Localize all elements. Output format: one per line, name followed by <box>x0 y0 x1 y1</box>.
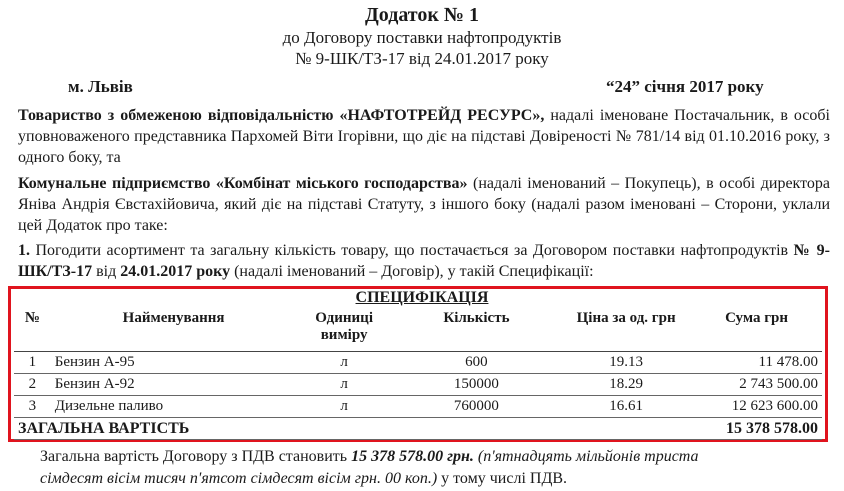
row-unit: л <box>296 374 391 396</box>
total-value: 15 378 578.00 <box>691 418 822 440</box>
header-sum: Сума грн <box>691 309 822 352</box>
footer-text: Загальна вартість Договору з ПДВ становить <box>40 448 352 465</box>
total-paragraph-line1 <box>40 446 830 468</box>
header-name: Найменування <box>51 309 297 352</box>
footer-amount: 15 378 578.00 грн. <box>351 448 474 465</box>
header-unit: Одиниці виміру <box>296 309 391 352</box>
clause-text: (надалі іменований – Договір), у такій Специфікації: <box>230 263 594 280</box>
clause-contract-number: № 9-ШК/ТЗ-17 <box>18 242 831 280</box>
clause-contract-date: 24.01.2017 року <box>120 263 231 280</box>
total-row <box>14 418 822 440</box>
table-row <box>14 396 822 418</box>
spec-table <box>14 309 822 440</box>
row-num: 1 <box>14 352 51 374</box>
clause-number: 1. <box>18 242 30 259</box>
row-num: 3 <box>14 396 51 418</box>
row-qty: 760000 <box>392 396 561 418</box>
clause-text: від <box>92 263 121 280</box>
row-name: Бензин А-95 <box>51 352 297 374</box>
table-row <box>14 374 822 396</box>
footer-text: у тому числі ПДВ. <box>437 470 568 487</box>
row-qty: 600 <box>392 352 561 374</box>
spec-title: СПЕЦИФІКАЦІЯ <box>355 289 489 306</box>
row-name: Бензин А-92 <box>51 374 297 396</box>
row-price: 18.29 <box>561 374 691 396</box>
buyer-name: Комунальне підприємство «Комбінат міського господарства» <box>18 175 468 192</box>
row-unit: л <box>296 396 391 418</box>
header-num: № <box>14 309 51 352</box>
row-price: 19.13 <box>561 352 691 374</box>
supplier-paragraph <box>18 105 830 168</box>
header-price: Ціна за од. грн <box>561 309 691 352</box>
supplier-text: надалі іменоване Постачальник, в особі уповноваженого представника Пархомей Віти Ігорівни, що діє на підставі Довіреності № 781/14 від 01.10.2016 року, з одного боку, та <box>18 107 830 166</box>
footer-words: сімдесят вісім тисяч п'ятсот сімдесят вісім грн. 00 коп.) <box>40 470 438 487</box>
clause-text: Погодити асортимент та загальну кількість товару, що постачається за Договором поставки нафтопродуктів <box>30 242 794 259</box>
total-label: ЗАГАЛЬНА ВАРТІСТЬ <box>14 418 561 440</box>
buyer-text: (надалі іменований – Покупець), в особі директора Яніва Андрія Євстахійовича, який діє на підставі Статуту, з іншого боку (надалі разом іменовані – Сторони, уклали цей Додаток про таке: <box>18 175 831 234</box>
row-unit: л <box>296 352 391 374</box>
row-qty: 150000 <box>392 374 561 396</box>
clause-1 <box>18 240 830 282</box>
total-spacer <box>561 418 691 440</box>
row-sum: 11 478.00 <box>691 352 822 374</box>
document-title: Додаток № 1 <box>365 4 479 26</box>
total-paragraph-line2 <box>40 468 830 490</box>
buyer-paragraph <box>18 173 830 236</box>
table-header-row <box>14 309 822 352</box>
date: “24” січня 2017 року <box>606 77 764 96</box>
place: м. Львів <box>68 77 133 96</box>
row-name: Дизельне паливо <box>51 396 297 418</box>
contract-reference: № 9-ШК/ТЗ-17 від 24.01.2017 року <box>295 49 549 68</box>
row-price: 16.61 <box>561 396 691 418</box>
document-subtitle: до Договору поставки нафтопродуктів <box>282 28 562 47</box>
footer-words: (п'ятнадцять мільйонів триста <box>473 448 699 465</box>
supplier-name: Товариство з обмеженою відповідальністю «НАФТОТРЕЙД РЕСУРС», <box>18 107 545 124</box>
row-sum: 12 623 600.00 <box>691 396 822 418</box>
header-qty: Кількість <box>392 309 561 352</box>
row-num: 2 <box>14 374 51 396</box>
table-row <box>14 352 822 374</box>
row-sum: 2 743 500.00 <box>691 374 822 396</box>
